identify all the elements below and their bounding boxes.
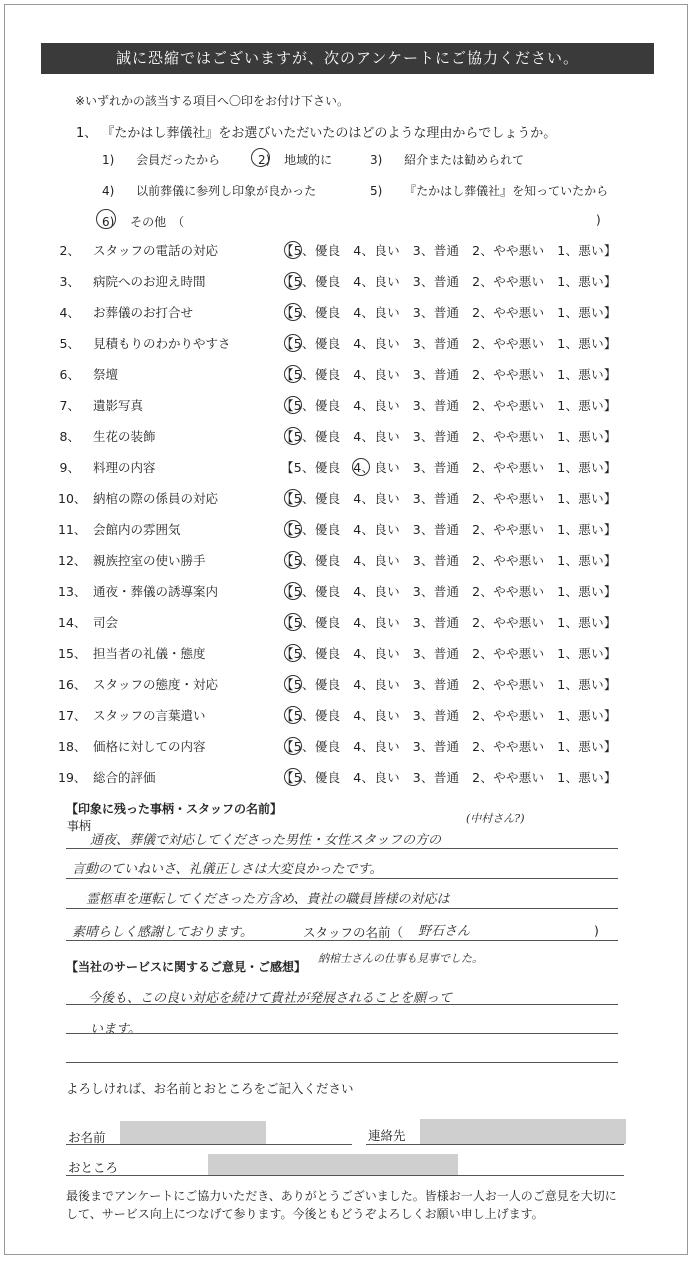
address-redacted (208, 1154, 458, 1175)
rating-selected-circle (284, 272, 302, 290)
rating-selected-circle (284, 675, 302, 693)
staff-name-value: 野石さん (418, 924, 471, 939)
contact-prompt: よろしければ、お名前とおところをご記入ください (66, 1081, 354, 1096)
rating-label: 親族控室の使い勝手 (93, 553, 206, 568)
rating-scale[interactable]: 【5、優良 4、良い 3、普通 2、やや悪い 1、悪い】 (281, 429, 617, 444)
tel-underline (366, 1144, 624, 1145)
ruled-line (66, 878, 618, 879)
service-note: 納棺士さんの仕事も見事でした。 (318, 952, 483, 965)
name-underline (66, 1144, 352, 1145)
rating-number: 13、 (58, 584, 87, 599)
rating-scale[interactable]: 【5、優良 4、良い 3、普通 2、やや悪い 1、悪い】 (281, 243, 617, 258)
q1-option-4[interactable] (102, 182, 316, 199)
q1-option-6-label: その他 （ (130, 215, 185, 229)
rating-row (58, 427, 618, 447)
rating-scale[interactable]: 【5、優良 4、良い 3、普通 2、やや悪い 1、悪い】 (281, 398, 617, 413)
rating-number: 2、 (59, 243, 80, 258)
rating-label: 病院へのお迎え時間 (93, 274, 206, 289)
rating-number: 7、 (59, 398, 80, 413)
rating-row (58, 551, 618, 571)
rating-row (58, 582, 618, 602)
rating-scale[interactable]: 【5、優良 4、良い 3、普通 2、やや悪い 1、悪い】 (281, 460, 617, 475)
rating-scale[interactable]: 【5、優良 4、良い 3、普通 2、やや悪い 1、悪い】 (281, 274, 617, 289)
rating-scale[interactable]: 【5、優良 4、良い 3、普通 2、やや悪い 1、悪い】 (281, 336, 617, 351)
rating-label: 祭壇 (93, 367, 119, 382)
name-redacted (120, 1121, 266, 1144)
name-label: お名前 (68, 1130, 106, 1145)
rating-row (58, 396, 618, 416)
staff-name-close: ) (594, 923, 599, 938)
rating-selected-circle (284, 737, 302, 755)
rating-selected-circle (284, 582, 302, 600)
rating-row (58, 613, 618, 633)
footer-message: 最後までアンケートにご協力いただき、ありがとうございました。皆様お一人お一人のご意見を大切にして、サービス向上につなげて参ります。今後ともどうぞよろしくお願い申し上げます。 (66, 1189, 617, 1221)
instruction-note: ※いずれかの該当する項目へ〇印をお付け下さい。 (75, 94, 350, 108)
rating-number: 6、 (59, 367, 80, 382)
ruled-line (66, 1062, 618, 1063)
survey-header: 誠に恐縮ではございますが、次のアンケートにご協力ください。 (41, 43, 654, 74)
q1-option-6-close: ) (596, 213, 601, 227)
rating-number: 15、 (58, 646, 87, 661)
ruled-line (66, 908, 618, 909)
rating-scale[interactable]: 【5、優良 4、良い 3、普通 2、やや悪い 1、悪い】 (281, 646, 617, 661)
impression-sub-label: 事柄 (67, 819, 92, 833)
ruled-line (66, 848, 618, 849)
rating-row (58, 303, 618, 323)
rating-label: 納棺の際の係員の対応 (93, 491, 219, 506)
rating-selected-circle (284, 365, 302, 383)
rating-row (58, 458, 618, 478)
q1-option-1[interactable] (102, 151, 220, 168)
service-line-2: います。 (90, 1022, 141, 1037)
rating-label: 生花の装飾 (93, 429, 156, 444)
rating-number: 9、 (59, 460, 80, 475)
impression-line-4: 素晴らしく感謝しております。 (72, 925, 253, 940)
staff-name-label: スタッフの名前（ (303, 925, 404, 940)
rating-number: 4、 (59, 305, 80, 320)
rating-selected-circle (284, 241, 302, 259)
rating-selected-circle (284, 303, 302, 321)
q1-selected-circle (251, 148, 270, 167)
rating-selected-circle (352, 458, 370, 476)
rating-number: 10、 (58, 491, 87, 506)
rating-selected-circle (284, 613, 302, 631)
rating-scale[interactable]: 【5、優良 4、良い 3、普通 2、やや悪い 1、悪い】 (281, 615, 617, 630)
impression-line-2: 言動のていねいさ、礼儀正しさは大変良かったです。 (72, 862, 383, 877)
q1-option-6-circle (96, 209, 116, 229)
rating-scale[interactable]: 【5、優良 4、良い 3、普通 2、やや悪い 1、悪い】 (281, 305, 617, 320)
rating-number: 19、 (58, 770, 87, 785)
rating-scale[interactable]: 【5、優良 4、良い 3、普通 2、やや悪い 1、悪い】 (281, 584, 617, 599)
rating-selected-circle (284, 334, 302, 352)
address-label: おところ (68, 1160, 119, 1175)
rating-label: お葬儀のお打合せ (93, 305, 194, 320)
impression-note: (中村さん?) (466, 812, 525, 825)
q1-option-3[interactable] (370, 151, 524, 168)
address-underline (66, 1175, 624, 1176)
rating-label: スタッフの言葉遣い (93, 708, 206, 723)
rating-row (58, 489, 618, 509)
rating-label: 価格に対しての内容 (93, 739, 206, 754)
rating-scale[interactable]: 【5、優良 4、良い 3、普通 2、やや悪い 1、悪い】 (281, 553, 617, 568)
rating-label: 司会 (93, 615, 119, 630)
rating-selected-circle (284, 489, 302, 507)
question-1 (76, 122, 556, 141)
impression-title: 【印象に残った事柄・スタッフの名前】 (66, 802, 283, 816)
rating-scale[interactable]: 【5、優良 4、良い 3、普通 2、やや悪い 1、悪い】 (281, 770, 617, 785)
rating-scale[interactable]: 【5、優良 4、良い 3、普通 2、やや悪い 1、悪い】 (281, 708, 617, 723)
rating-row (58, 365, 618, 385)
q1-option-2-num: 2) (258, 153, 271, 167)
rating-row (58, 706, 618, 726)
q1-option-4-label: 以前葬儀に参列し印象が良かった (136, 184, 317, 198)
rating-row (58, 241, 618, 261)
impression-line-3: 霊柩車を運転してくださった方含め、貴社の職員皆様の対応は (86, 892, 450, 907)
rating-number: 17、 (58, 708, 87, 723)
tel-redacted (420, 1119, 626, 1144)
q1-option-5-label: 『たかはし葬儀社』を知っていたから (404, 184, 609, 198)
ruled-line (66, 1004, 618, 1005)
rating-scale[interactable]: 【5、優良 4、良い 3、普通 2、やや悪い 1、悪い】 (281, 491, 617, 506)
rating-selected-circle (284, 520, 302, 538)
rating-row (58, 737, 618, 757)
question-1-text: 『たかはし葬儀社』をお選びいただいたのはどのような理由からでしょうか。 (101, 126, 557, 141)
rating-number: 5、 (59, 336, 80, 351)
rating-number: 18、 (58, 739, 87, 754)
ruled-line (66, 1033, 618, 1034)
rating-row (58, 675, 618, 695)
rating-number: 16、 (58, 677, 87, 692)
rating-selected-circle (284, 644, 302, 662)
rating-label: 遺影写真 (93, 398, 144, 413)
impression-line-1: 通夜、葬儀で対応してくださった男性・女性スタッフの方の (90, 833, 442, 848)
rating-number: 14、 (58, 615, 87, 630)
rating-selected-circle (284, 396, 302, 414)
ruled-line (66, 940, 618, 941)
rating-label: 担当者の礼儀・態度 (93, 646, 206, 661)
rating-selected-circle (284, 768, 302, 786)
service-title: 【当社のサービスに関するご意見・ご感想】 (66, 960, 307, 974)
rating-number: 3、 (59, 274, 80, 289)
service-line-1: 今後も、この良い対応を続けて貴社が発展されることを願って (88, 991, 453, 1006)
rating-number: 8、 (59, 429, 80, 444)
rating-number: 12、 (58, 553, 87, 568)
rating-row (58, 768, 618, 788)
q1-option-1-num: 1) (102, 153, 115, 167)
rating-label: 見積もりのわかりやすさ (93, 336, 231, 351)
tel-label: 連絡先 (368, 1128, 406, 1143)
rating-row (58, 644, 618, 664)
q1-option-6-num: 6) (102, 215, 115, 229)
rating-number: 11、 (58, 522, 87, 537)
rating-label: 総合的評価 (93, 770, 156, 785)
rating-row (58, 334, 618, 354)
rating-scale[interactable]: 【5、優良 4、良い 3、普通 2、やや悪い 1、悪い】 (281, 522, 617, 537)
rating-row (58, 272, 618, 292)
q1-option-5[interactable] (370, 182, 608, 199)
q1-option-5-num: 5) (370, 184, 383, 198)
question-1-number: 1、 (76, 126, 98, 141)
q1-option-2-label: 地域的に (284, 153, 333, 167)
rating-label: 会館内の雰囲気 (93, 522, 181, 537)
rating-label: スタッフの電話の対応 (93, 243, 219, 258)
q1-option-3-num: 3) (370, 153, 383, 167)
rating-scale[interactable]: 【5、優良 4、良い 3、普通 2、やや悪い 1、悪い】 (281, 739, 617, 754)
q1-option-4-num: 4) (102, 184, 115, 198)
rating-scale[interactable]: 【5、優良 4、良い 3、普通 2、やや悪い 1、悪い】 (281, 677, 617, 692)
rating-selected-circle (284, 551, 302, 569)
rating-row (58, 520, 618, 540)
rating-selected-circle (284, 706, 302, 724)
rating-scale[interactable]: 【5、優良 4、良い 3、普通 2、やや悪い 1、悪い】 (281, 367, 617, 382)
q1-option-1-label: 会員だったから (136, 153, 221, 167)
rating-selected-circle (284, 427, 302, 445)
q1-option-3-label: 紹介または勧められて (404, 153, 525, 167)
rating-label: 料理の内容 (93, 460, 156, 475)
rating-label: スタッフの態度・対応 (93, 677, 219, 692)
rating-label: 通夜・葬儀の誘導案内 (93, 584, 219, 599)
